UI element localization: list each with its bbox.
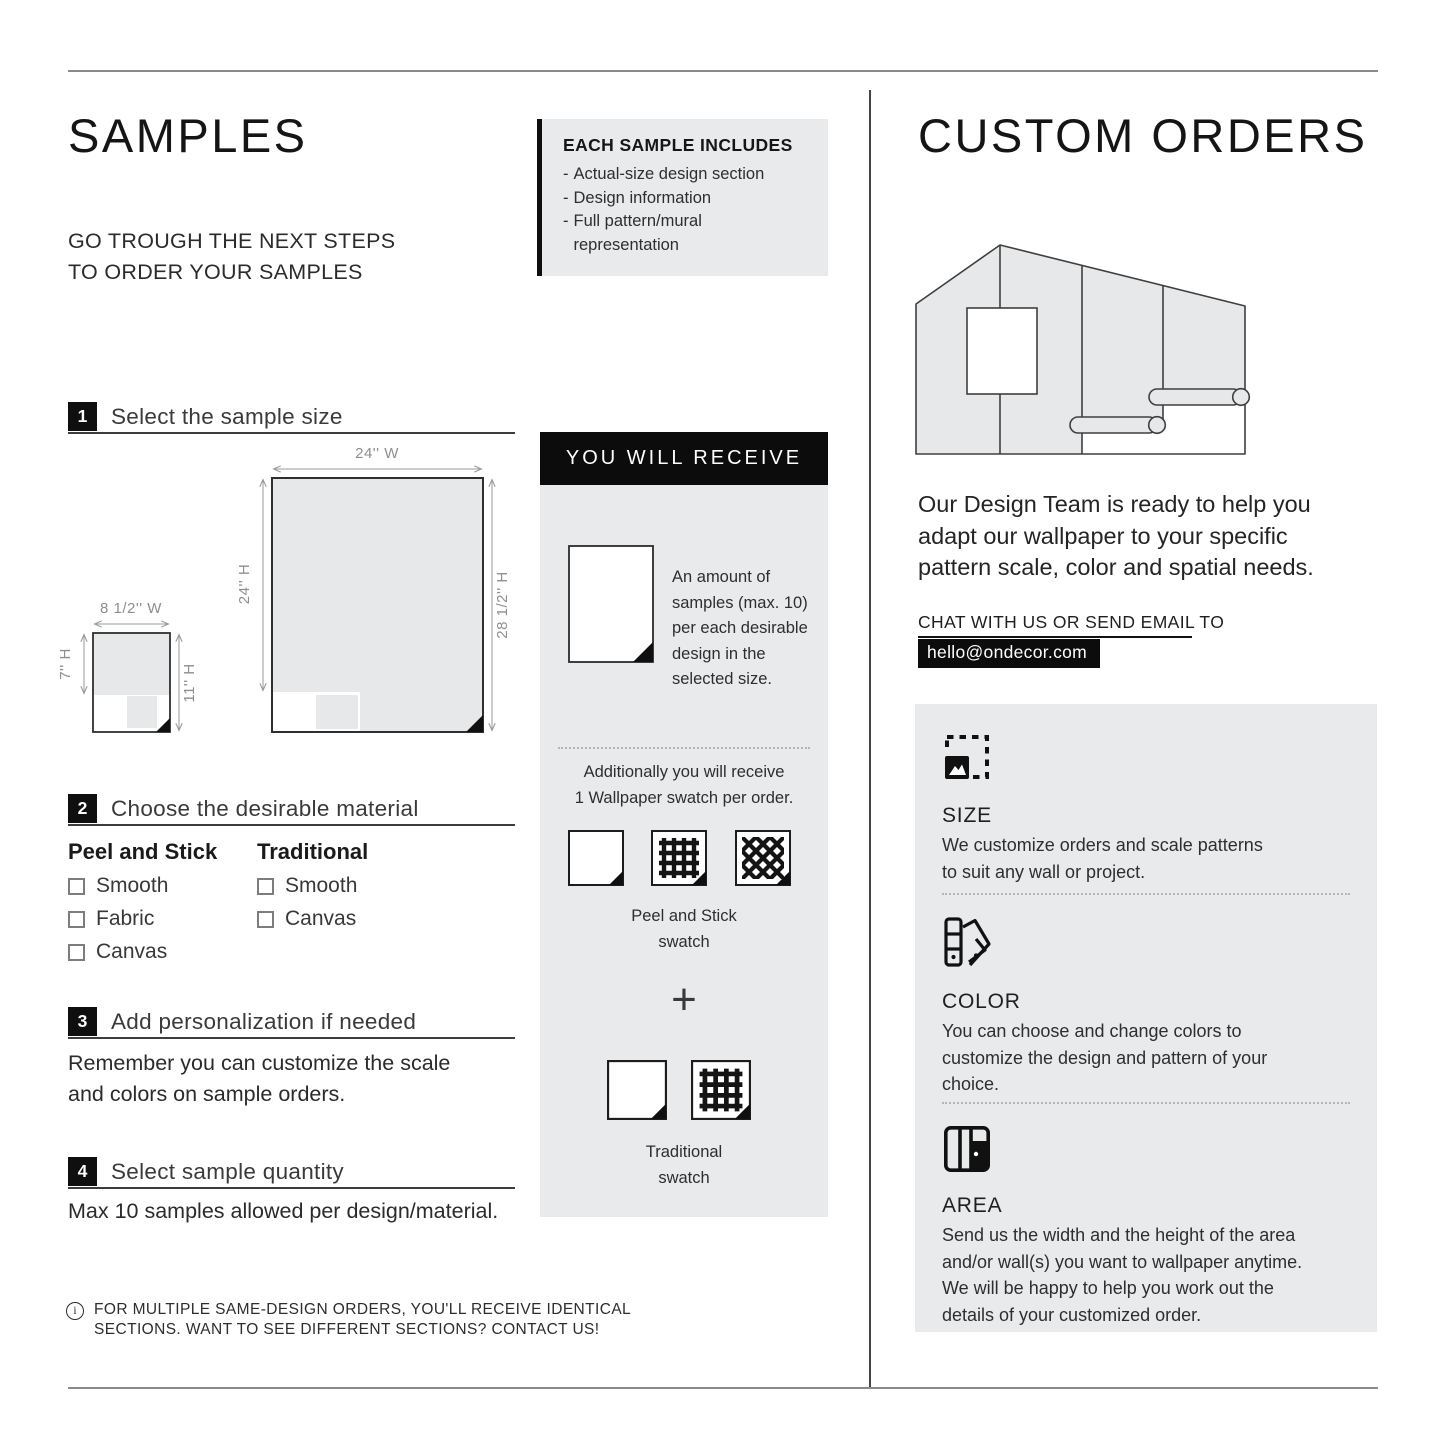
peel-item-canvas: Canvas <box>68 940 217 964</box>
canvas-crosshatch-swatch-icon <box>735 830 791 886</box>
step-3-label: Add personalization if needed <box>111 1008 417 1034</box>
dotted-divider <box>942 893 1350 895</box>
step-4-number: 4 <box>68 1157 97 1186</box>
you-will-receive-panel <box>540 432 828 1217</box>
samples-intro-line2: TO ORDER YOUR SAMPLES <box>68 260 363 284</box>
window <box>967 308 1037 394</box>
step-1-label: Select the sample size <box>111 403 343 429</box>
includes-title: EACH SAMPLE INCLUDES <box>563 135 793 155</box>
checkbox[interactable] <box>68 878 85 895</box>
area-wall-panels-icon <box>942 1124 992 1174</box>
traditional-heading: Traditional <box>257 839 369 864</box>
fabric-grid-swatch-icon <box>651 830 707 886</box>
smooth-swatch-icon <box>568 830 624 886</box>
color-title: COLOR <box>942 990 1021 1013</box>
material-traditional-column <box>257 839 368 931</box>
step-1-rule <box>68 432 515 434</box>
peel-heading: Peel and Stick <box>68 839 218 864</box>
top-rule <box>68 70 1378 72</box>
amount-text: An amount of samples (max. 10) per each desirable design in the selected size. <box>672 568 808 688</box>
color-text: You can choose and change colors to customize the design and pattern of your choice. <box>942 1021 1268 1094</box>
step-2-label: Choose the desirable material <box>111 795 419 821</box>
chat-underline <box>918 636 1192 638</box>
small-outer-height-label: 11'' H <box>181 663 198 703</box>
area-text: Send us the width and the height of the area and/or wall(s) you want to wallpaper anytime. We will be happy to help you work out the details of your customized order. <box>942 1225 1303 1325</box>
sample-page-icon <box>568 545 654 663</box>
column-divider <box>869 90 871 1387</box>
step-2-number: 2 <box>68 794 97 823</box>
traditional-item-canvas: Canvas <box>257 907 368 931</box>
step-1-header <box>68 402 343 431</box>
size-crop-image-icon <box>942 732 992 782</box>
large-width-label: 24'' W <box>355 447 399 462</box>
additionally-text: Additionally you will receive 1 Wallpaper swatch per order. <box>574 763 794 807</box>
bottom-rule <box>68 1387 1378 1389</box>
size-text: We customize orders and scale patterns to suit any wall or project. <box>942 835 1263 882</box>
traditional-swatch-label: Traditional swatch <box>645 1143 723 1187</box>
includes-item-3: - Full pattern/mural representation <box>563 212 702 254</box>
samples-title: SAMPLES <box>68 109 308 162</box>
custom-features-panel <box>915 704 1377 1332</box>
traditional-grid-swatch-icon <box>691 1060 751 1120</box>
peel-item-smooth: Smooth <box>68 874 217 898</box>
info-icon: i <box>66 1302 84 1320</box>
color-swatchbook-icon <box>942 916 994 968</box>
each-sample-includes-box <box>537 119 828 276</box>
small-width-label: 8 1/2'' W <box>100 600 162 617</box>
plus-sign: + <box>671 975 697 1024</box>
email-box[interactable] <box>918 639 1100 668</box>
checkbox[interactable] <box>257 878 274 895</box>
peel-swatch-label: Peel and Stick swatch <box>631 907 737 951</box>
receive-header: YOU WILL RECEIVE <box>540 432 828 485</box>
design-team-paragraph: Our Design Team is ready to help you adapt our wallpaper to your specific pattern scale, color and spatial needs. <box>918 491 1314 580</box>
checkbox[interactable] <box>68 944 85 961</box>
custom-orders-title: CUSTOM ORDERS <box>918 109 1368 162</box>
includes-item-2: - Design information <box>563 188 712 207</box>
step-2-rule <box>68 824 515 826</box>
email-address[interactable]: hello@ondecor.com <box>918 639 1100 668</box>
large-outer-height-label: 28 1/2'' H <box>494 571 511 639</box>
step-3-rule <box>68 1037 515 1039</box>
traditional-smooth-swatch-icon <box>607 1060 667 1120</box>
step-1-number: 1 <box>68 402 97 431</box>
traditional-item-smooth: Smooth <box>257 874 368 898</box>
samples-intro <box>68 226 395 288</box>
step-4-label: Select sample quantity <box>111 1158 344 1184</box>
checkbox[interactable] <box>257 911 274 928</box>
dotted-divider <box>558 747 810 749</box>
step-3-text: Remember you can customize the scale and colors on sample orders. <box>68 1051 451 1106</box>
sample-size-diagram <box>57 447 517 762</box>
step-4-header <box>68 1157 344 1186</box>
small-inner-height-label: 7'' H <box>57 648 74 680</box>
step-2-header <box>68 794 419 823</box>
dotted-divider <box>942 1102 1350 1104</box>
includes-item-1: - Actual-size design section <box>563 165 765 183</box>
peel-item-fabric: Fabric <box>68 907 217 931</box>
step-3-number: 3 <box>68 1007 97 1036</box>
checkbox[interactable] <box>68 911 85 928</box>
footnote-text: FOR MULTIPLE SAME-DESIGN ORDERS, YOU'LL RECEIVE IDENTICAL SECTIONS. WANT TO SEE DIFFERENT SECTIONS? CONTACT US! <box>94 1301 632 1338</box>
size-title: SIZE <box>942 804 992 827</box>
samples-intro-line1: GO TROUGH THE NEXT STEPS <box>68 229 396 253</box>
large-inner-height-label: 24'' H <box>236 563 253 605</box>
footnote <box>66 1300 631 1339</box>
step-4-text: Max 10 samples allowed per design/material. <box>68 1199 499 1223</box>
step-3-header <box>68 1007 416 1036</box>
step-4-rule <box>68 1187 515 1189</box>
wallpaper-wall-illustration <box>905 233 1255 461</box>
chat-label: CHAT WITH US OR SEND EMAIL TO <box>918 612 1225 632</box>
area-title: AREA <box>942 1194 1003 1217</box>
material-peel-column <box>68 839 217 964</box>
